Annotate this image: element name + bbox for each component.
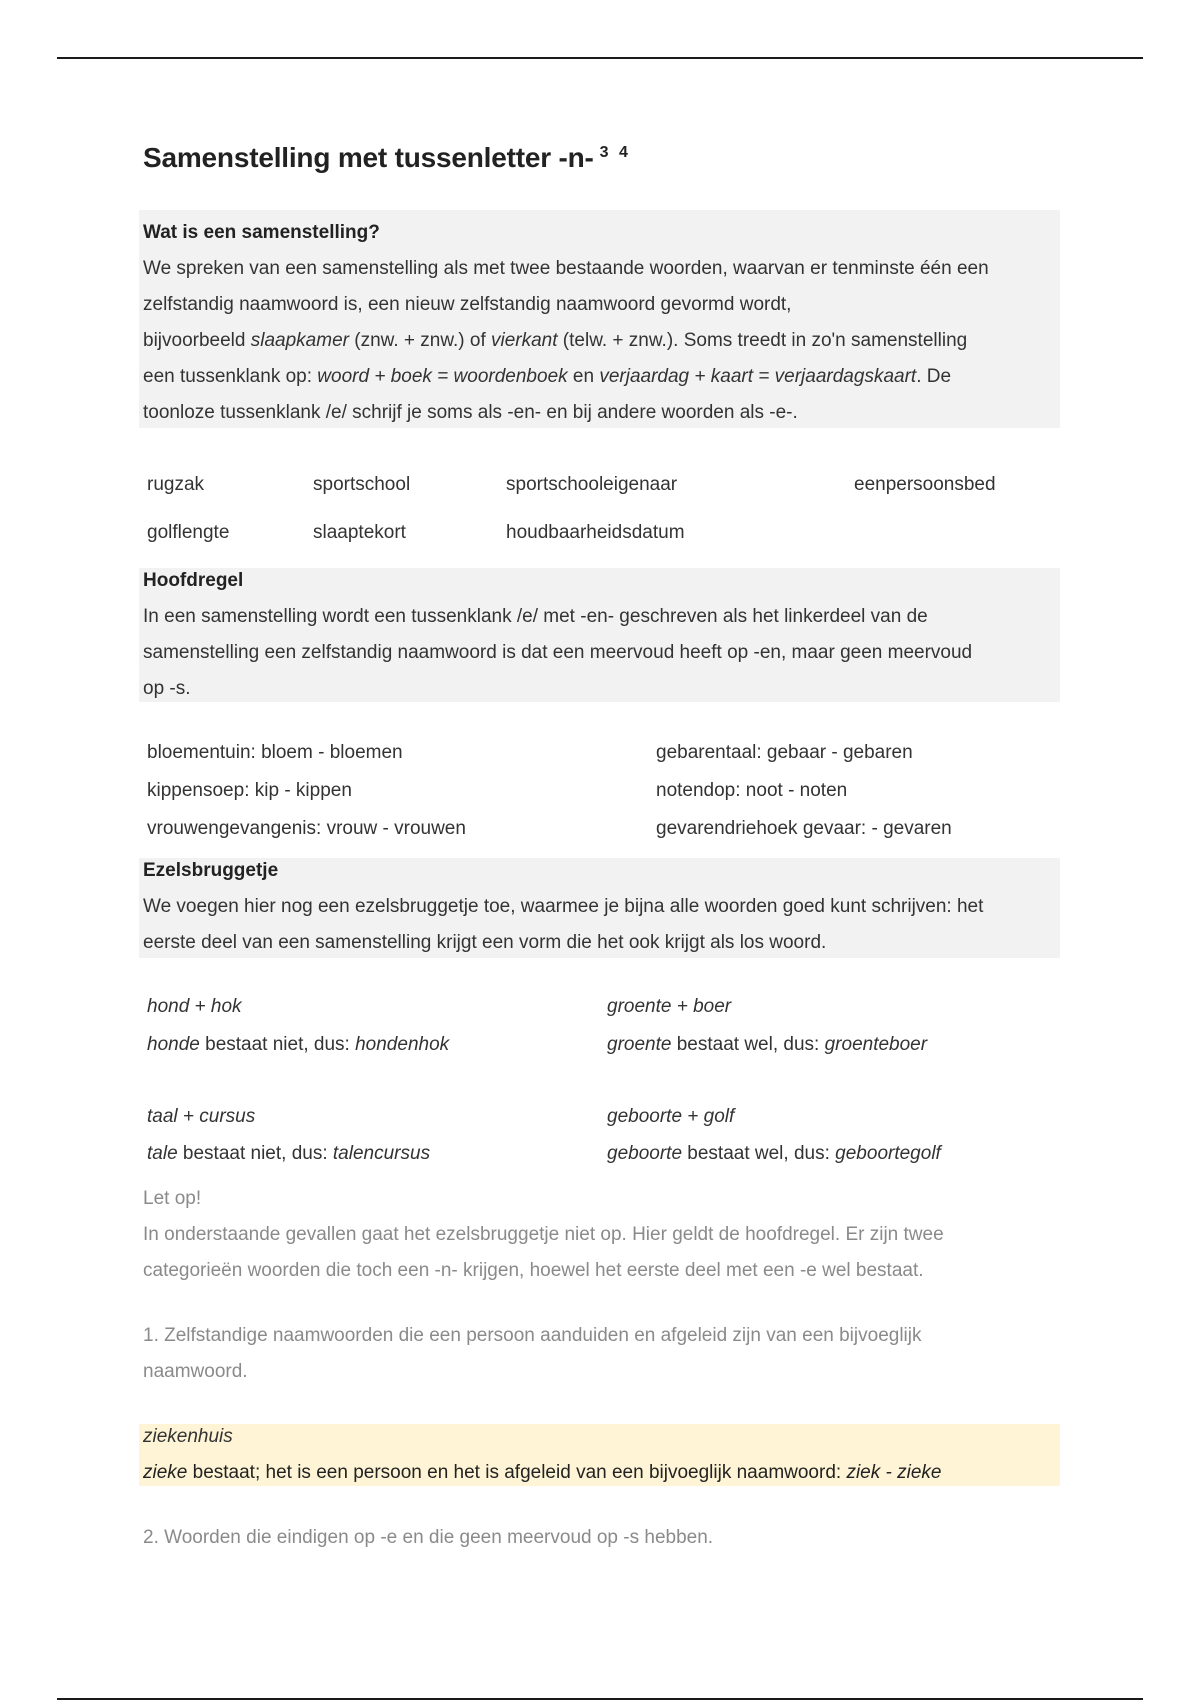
mnemonic-example: groente + boer <box>607 996 732 1017</box>
example-word: sportschooleigenaar <box>506 474 678 495</box>
main-rule-line: In een samenstelling wordt een tussenklank /e/ met -en- geschreven als het linkerdeel van de <box>143 606 928 627</box>
example-word: sportschool <box>313 474 411 495</box>
mnemonic-example: geboorte + golf <box>607 1106 735 1127</box>
mnemonic-example: taal + cursus <box>147 1106 256 1127</box>
note-line: categorieën woorden die toch een -n- krijgen, hoewel het eerste deel met een -e wel bestaat. <box>143 1260 924 1281</box>
example-word: eenpersoonsbed <box>854 474 996 495</box>
highlight-word: ziekenhuis <box>143 1426 233 1447</box>
definition-line: een tussenklank op: woord + boek = woordenboek en verjaardag + kaart = verjaardagskaart. De <box>143 366 952 387</box>
mnemonic-heading: Ezelsbruggetje <box>143 860 279 881</box>
definition-line: We spreken van een samenstelling als met twee bestaande woorden, waarvan er tenminste één een <box>143 258 989 279</box>
title-text: Samenstelling met tussenletter -n- <box>143 142 594 173</box>
mnemonic-example: geboorte bestaat wel, dus: geboortegolf <box>607 1143 941 1164</box>
highlight-explanation: zieke bestaat; het is een persoon en het is afgeleid van een bijvoeglijk naamwoord: ziek - zieke <box>143 1462 942 1483</box>
main-rule-heading: Hoofdregel <box>143 570 244 591</box>
example-word: houdbaarheidsdatum <box>506 522 685 543</box>
plural-example: gevarendriehoek gevaar: - gevaren <box>656 818 952 839</box>
plural-example: gebarentaal: gebaar - gebaren <box>656 742 913 763</box>
mnemonic-example: tale bestaat niet, dus: talencursus <box>147 1143 431 1164</box>
main-rule-line: samenstelling een zelfstandig naamwoord is dat een meervoud heeft op -en, maar geen meervoud <box>143 642 973 663</box>
example-word: rugzak <box>147 474 205 495</box>
definition-panel <box>139 210 1060 428</box>
plural-example: bloementuin: bloem - bloemen <box>147 742 403 763</box>
mnemonic-example: honde bestaat niet, dus: hondenhok <box>147 1034 450 1055</box>
mnemonic-panel <box>139 858 1060 958</box>
page-title <box>143 142 631 174</box>
top-rule <box>57 57 1143 59</box>
main-rule-line: op -s. <box>143 678 191 699</box>
mnemonic-line: We voegen hier nog een ezelsbruggetje toe, waarmee je bijna alle woorden goed kunt schrijven: het <box>143 896 984 917</box>
footnote-refs: 3 4 <box>599 143 631 161</box>
note-heading: Let op! <box>143 1188 202 1209</box>
note-point-2: 2. Woorden die eindigen op -e en die geen meervoud op -s hebben. <box>143 1527 714 1548</box>
definition-line: bijvoorbeeld slaapkamer (znw. + znw.) of vierkant (telw. + znw.). Soms treedt in zo'n samenstelling <box>143 330 968 351</box>
note-point-1: 1. Zelfstandige naamwoorden die een persoon aanduiden en afgeleid zijn van een bijvoeglijk <box>143 1325 922 1346</box>
definition-line: zelfstandig naamwoord is, een nieuw zelfstandig naamwoord gevormd wordt, <box>143 294 792 315</box>
mnemonic-example: groente bestaat wel, dus: groenteboer <box>607 1034 928 1055</box>
example-word: slaaptekort <box>313 522 406 543</box>
plural-example: notendop: noot - noten <box>656 780 848 801</box>
plural-example: vrouwengevangenis: vrouw - vrouwen <box>147 818 466 839</box>
definition-heading: Wat is een samenstelling? <box>143 222 380 243</box>
plural-example: kippensoep: kip - kippen <box>147 780 352 801</box>
highlight-panel <box>139 1424 1060 1486</box>
note-point-1-cont: naamwoord. <box>143 1361 248 1382</box>
example-word: golflengte <box>147 522 230 543</box>
mnemonic-line: eerste deel van een samenstelling krijgt een vorm die het ook krijgt als los woord. <box>143 932 827 953</box>
main-rule-panel <box>139 568 1060 702</box>
note-line: In onderstaande gevallen gaat het ezelsbruggetje niet op. Hier geldt de hoofdregel. Er zijn twee <box>143 1224 944 1245</box>
definition-line: toonloze tussenklank /e/ schrijf je soms als -en- en bij andere woorden als -e-. <box>143 402 798 423</box>
mnemonic-example: hond + hok <box>147 996 242 1017</box>
